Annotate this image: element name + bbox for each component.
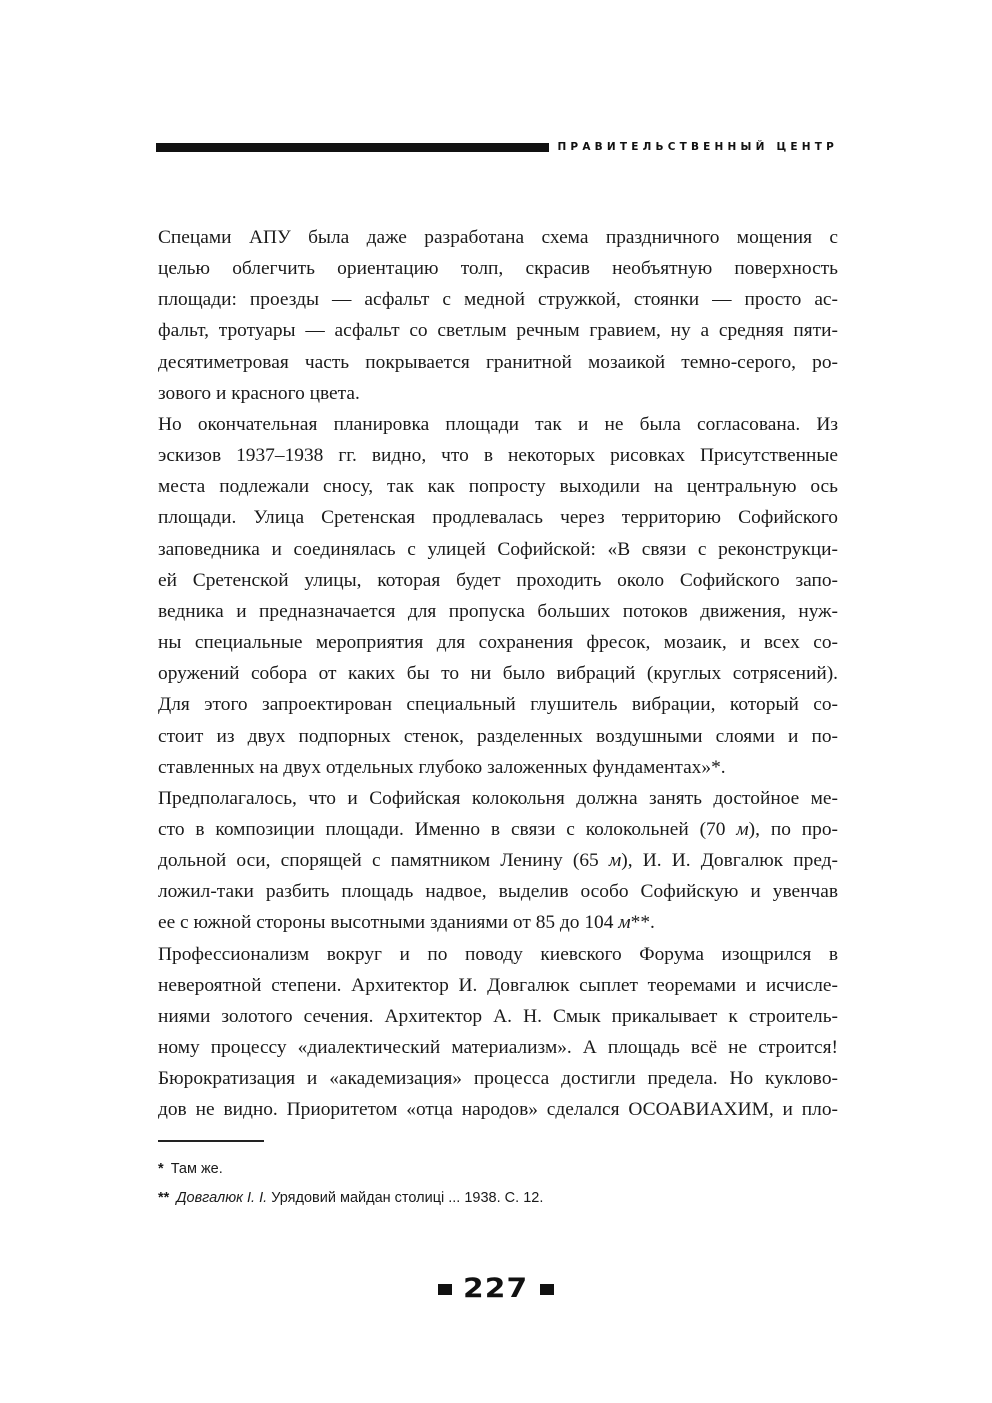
text-line: ны специальные мероприятия для сохранения фресок, мозаик, и всех со- <box>158 632 838 654</box>
footnote-1 <box>158 1155 838 1184</box>
text-line: ей Сретенской улицы, которая будет проходить около Софийского запо- <box>158 569 838 591</box>
text-line: Но окончательная планировка площади так и не была согласована. Из <box>158 413 838 435</box>
text-line: зового и красного цвета. <box>158 382 360 404</box>
text-line: ниями золотого сечения. Архитектор А. Н. Смык прикалывает к строитель- <box>158 1005 838 1027</box>
footnote-text: Урядовий майдан столиці ... 1938. С. 12. <box>271 1190 544 1206</box>
text-line: Предполагалось, что и Софийская колокольня должна занять достойное ме- <box>158 787 838 809</box>
text-line: дольной оси, спорящей с памятником Ленину (65 м), И. И. Довгалюк пред- <box>158 850 838 872</box>
text-line: стоит из двух подпорных стенок, разделенных воздушными слоями и по- <box>158 725 838 747</box>
footnote-mark: * <box>158 1161 164 1177</box>
text-line: площади. Улица Сретенская продлевалась через территорию Софийского <box>158 507 838 529</box>
folio-square-left <box>438 1284 452 1295</box>
text-line: площади: проезды — асфальт с медной стружкой, стоянки — просто ас- <box>158 289 838 311</box>
text-line: заповедника и соединялась с улицей Софийской: «В связи с реконструкци- <box>158 538 838 560</box>
footnote-separator <box>158 1140 264 1142</box>
text-line: сто в композиции площади. Именно в связи с колокольней (70 м), по про- <box>158 818 838 840</box>
text-line: ложил-таки разбить площадь надвое, выделив особо Софийскую и увенчав <box>158 881 838 903</box>
text-line: ведника и предназначается для пропуска больших потоков движения, нуж- <box>158 600 838 622</box>
text-line: целью облегчить ориентацию толп, скрасив необъятную поверхность <box>158 258 838 280</box>
text-line: места подлежали сносу, так как попросту выходили на центральную ось <box>158 476 838 498</box>
text-line: оружений собора от каких бы то ни было вибраций (круглых сотрясений). <box>158 663 838 685</box>
text-line: Бюрократизация и «академизация» процесса достигли предела. Но кукловo- <box>158 1068 838 1090</box>
footnotes <box>158 1155 838 1213</box>
footnote-mark: ** <box>158 1190 170 1206</box>
running-head-rule <box>156 143 549 152</box>
text-line: ее с южной стороны высотными зданиями от 85 до 104 м**. <box>158 912 655 934</box>
running-head-title: ПРАВИТЕЛЬСТВЕННЫЙ ЦЕНТР <box>557 141 838 153</box>
body-text <box>158 222 838 1126</box>
text-line: ному процессу «диалектический материализм». А площадь всё не строится! <box>158 1037 838 1059</box>
text-line: Профессионализм вокруг и по поводу киевского Форума изощрился в <box>158 943 838 965</box>
running-head <box>156 140 838 154</box>
text-line: Спецами АПУ была даже разработана схема праздничного мощения с <box>158 227 838 248</box>
text-line: невероятной степени. Архитектор И. Довгалюк сыплет теоремами и исчисле- <box>158 974 838 996</box>
text-line: Для этого запроектирован специальный глушитель вибрации, который со- <box>158 694 838 716</box>
folio-square-right <box>540 1284 554 1295</box>
text-line: эскизов 1937–1938 гг. видно, что в некоторых рисовках Присутственные <box>158 445 838 467</box>
footnote-2 <box>158 1184 838 1213</box>
page-number: 227 <box>463 1273 529 1304</box>
text-line: фальт, тротуары — асфальт со светлым речным гравием, ну а средняя пяти- <box>158 320 838 342</box>
text-line: дов не видно. Приоритетом «отца народов» сделался ОСОАВИАХИМ, и пло- <box>158 1099 838 1121</box>
page-folio <box>0 1274 992 1304</box>
text-line: десятиметровая часть покрывается гранитной мозаикой темно-серого, ро- <box>158 351 838 373</box>
text-line: ставленных на двух отдельных глубоко заложенных фундаментах»*. <box>158 756 726 778</box>
footnote-text: Там же. <box>170 1161 223 1177</box>
footnote-author: Довгалюк І. І. <box>176 1190 268 1206</box>
